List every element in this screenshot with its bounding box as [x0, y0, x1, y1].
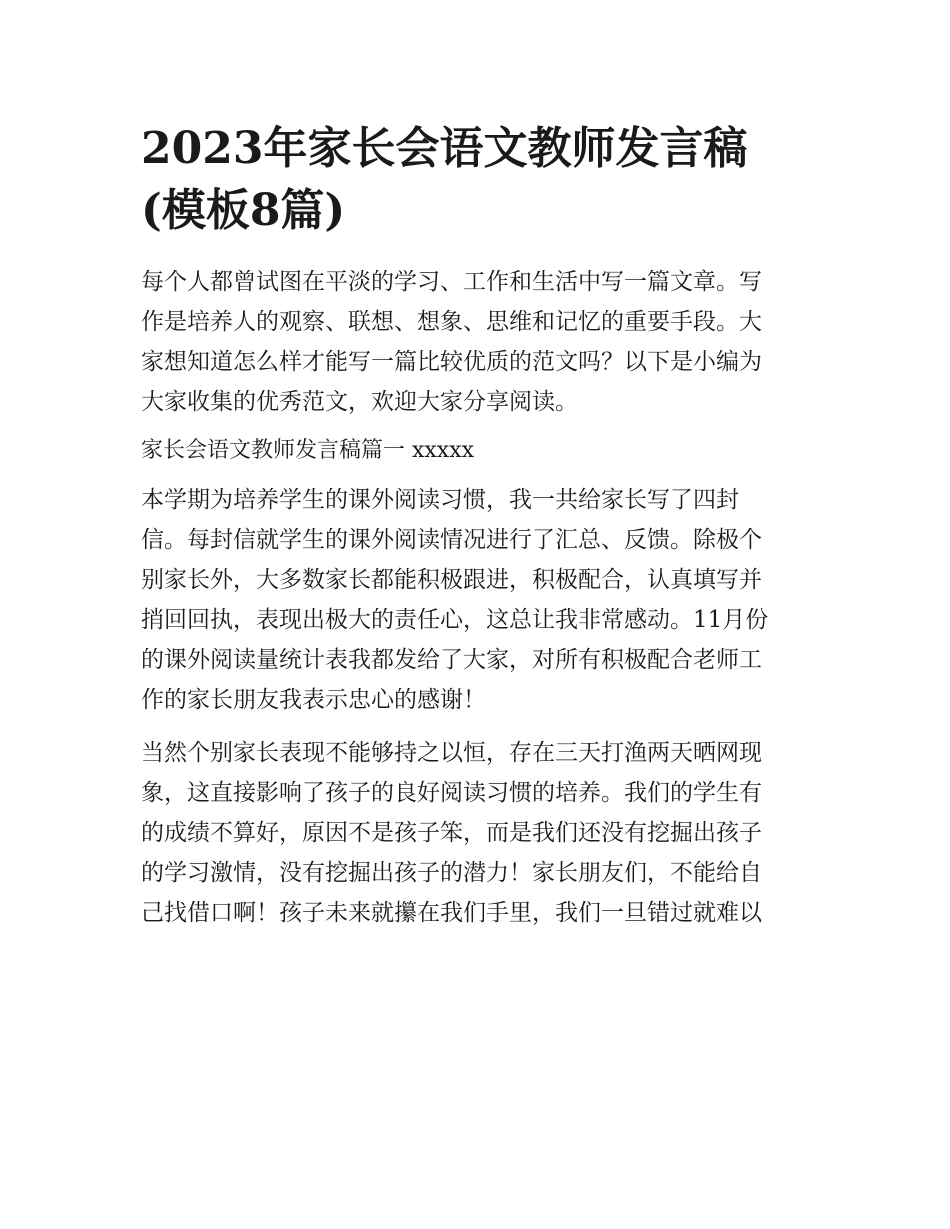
- p1-line-5: 的课外阅读量统计表我都发给了大家，对所有积极配合老师工: [141, 647, 762, 673]
- intro-line-2: 作是培养人的观察、联想、想象、思维和记忆的重要手段。大: [141, 309, 762, 335]
- p1-line-2: 信。每封信就学生的课外阅读情况进行了汇总、反馈。除极个: [141, 527, 762, 553]
- body-paragraph-1: [141, 480, 813, 720]
- intro-line-4: 大家收集的优秀范文，欢迎大家分享阅读。: [141, 389, 578, 415]
- body-paragraph-2: [141, 733, 813, 933]
- document-body: [141, 118, 813, 933]
- p2-line-5: 己找借口啊！孩子未来就攥在我们手里，我们一旦错过就难以: [141, 900, 762, 926]
- intro-line-1: 每个人都曾试图在平淡的学习、工作和生活中写一篇文章。写: [141, 269, 762, 295]
- p2-line-1: 当然个别家长表现不能够持之以恒，存在三天打渔两天晒网现: [141, 740, 762, 766]
- p2-line-3: 的成绩不算好，原因不是孩子笨，而是我们还没有挖掘出孩子: [141, 820, 762, 846]
- title-line-1: 2023年家长会语文教师发言稿: [141, 123, 748, 174]
- document-title: [141, 118, 813, 242]
- intro-paragraph: [141, 262, 813, 422]
- p1-line-4: 捎回回执，表现出极大的责任心，这总让我非常感动。11月份: [141, 607, 769, 633]
- p2-line-2: 象，这直接影响了孩子的良好阅读习惯的培养。我们的学生有: [141, 780, 762, 806]
- p2-line-4: 的学习激情，没有挖掘出孩子的潜力！家长朋友们，不能给自: [141, 860, 762, 886]
- p1-line-6: 作的家长朋友我表示忠心的感谢！: [141, 687, 486, 713]
- p1-line-1: 本学期为培养学生的课外阅读习惯，我一共给家长写了四封: [141, 487, 739, 513]
- section-heading: 家长会语文教师发言稿篇一 xxxxx: [141, 438, 475, 463]
- intro-line-3: 家想知道怎么样才能写一篇比较优质的范文吗？以下是小编为: [141, 349, 762, 375]
- p1-line-3: 别家长外，大多数家长都能积极跟进，积极配合，认真填写并: [141, 567, 762, 593]
- title-line-2: (模板8篇): [141, 185, 346, 236]
